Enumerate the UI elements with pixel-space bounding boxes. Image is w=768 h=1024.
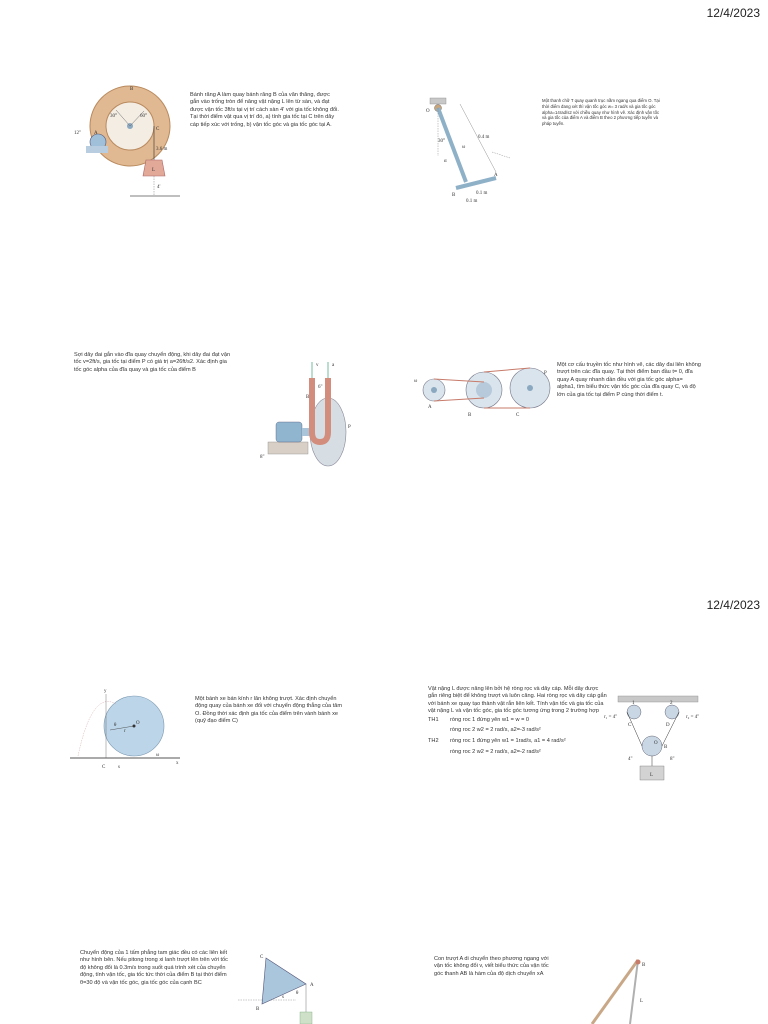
label-2: 2 — [670, 701, 673, 706]
case-1-line-2: ròng roc 2 w2 = 2 rad/s, a2=-3 rad/s² — [450, 727, 541, 734]
label-b: B — [468, 413, 472, 418]
rolling-wheel-figure — [68, 684, 184, 776]
dim-4in: 4" — [628, 757, 633, 762]
page-date: 12/4/2023 — [706, 598, 760, 612]
label-b: B — [642, 963, 646, 968]
label-c: C — [516, 413, 520, 418]
label-b: B — [452, 193, 456, 198]
hoist-figure — [604, 694, 708, 784]
label-a: A — [494, 173, 498, 178]
label-r: r — [124, 729, 126, 734]
belt-disk-figure — [256, 358, 360, 478]
label-a: A — [428, 405, 432, 410]
label-c: C — [628, 723, 632, 728]
label-b: B — [664, 745, 668, 750]
r2-label: r₂ = 4" — [686, 715, 700, 720]
gear-radius-12: 12" — [74, 131, 82, 136]
height-4ft: 4' — [157, 185, 161, 190]
gear-hoist-figure — [72, 84, 180, 200]
label-v: v — [316, 363, 319, 368]
case-1-line-1: ròng roc 1 đứng yên w1 = w = 0 — [450, 716, 529, 723]
omega-label: ω — [414, 379, 418, 384]
hoist-problem — [428, 686, 608, 756]
dim-2: 0.1 m — [466, 199, 478, 204]
label-c: C — [156, 127, 160, 132]
label-b: B — [256, 1007, 260, 1012]
triangle-problem-text: Chuyển động của 1 tấm phẳng tam giác đều có các liên kết như hình bên. Nếu pitong trong xi lanh trượt lên trên với tốc độ không đổi là 0.3m/s trong suốt quá trình xét của chuyển động, tính vận tốc, gia tốc tức thời của điểm B tại thời điểm θ=30 độ và vận tốc góc, gia tốc góc của cạnh BC — [80, 950, 228, 986]
pulley-problem-text: Một cơ cấu truyền tốc như hình vẽ, các dây đai liên không trượt trên các đĩa quay. Tại thời điểm ban đầu t= 0, đĩa quay A quay nhanh dần đều với gia tốc góc alpha= alpha1, tìm biểu thức vận tốc góc của đĩa quay C, và độ lớn của gia tốc tại điểm P cùng thời điểm t. — [557, 362, 701, 398]
axis-y: y — [104, 689, 107, 694]
case-1 — [428, 717, 608, 735]
label-o: O — [426, 109, 430, 114]
label-l: L — [152, 168, 156, 173]
label-b: B — [130, 87, 134, 92]
slider-link-figure — [580, 956, 650, 1024]
case-1-key: TH1 — [428, 716, 439, 723]
pulley-train-figure — [414, 364, 554, 420]
label-l: L — [650, 773, 654, 778]
label-theta: θ — [296, 991, 299, 996]
angle-30: 30° — [438, 139, 445, 144]
belt-problem-text: Sợi dây đai gắn vào đĩa quay chuyển động, khi dây đai đạt vận tốc v=2ft/s, gia tốc tại điểm P có giá trị a=26ft/s2. Xác định gia tốc góc alpha của đĩa quay và gia tốc của điểm B — [74, 352, 231, 373]
label-p: P — [348, 425, 351, 430]
label-d: D — [666, 723, 670, 728]
diameter-label: 3.6 m — [156, 147, 168, 152]
tbar-problem-text: Một thanh chữ T quay quanh trục nằm ngang qua điểm O. Tại thời điểm đang xét thì vận tốc góc w= 3 rad/s và gia tốc góc alpha=14rad/s2 với chiều quay như hình vẽ. Xác định vận tốc và gia tốc của điểm A và điểm B theo 2 phương tiếp tuyến và pháp tuyến. — [542, 98, 660, 127]
wheel-problem-text: Một bánh xe bán kính r lăn không trượt. Xác định chuyển động quay của bánh xe đối với chuyển động thẳng của tâm O. Đồng thời xác định gia tốc của điểm trên vành bánh xe (quỹ đạo điểm C) — [195, 696, 343, 725]
label-s: s — [282, 995, 284, 1000]
gear-problem-text: Bánh răng A làm quay bánh răng B của văn thăng, được gắn vào trống tròn để nâng vật nặng L lên từ sàn, và đạt được vận tốc 3ft/s tại vị trí cách sàn 4' với gia tốc không đổi. Tại thời điểm vật qua vị trí đó, a) tính gia tốc tại C trên dây cáp tiếp xúc với trống, b) vận tốc góc và gia tốc góc tại A. — [190, 92, 339, 128]
label-1: 1 — [632, 701, 635, 706]
angle-30: 30° — [110, 114, 117, 119]
dim-8in: 8" — [260, 455, 265, 460]
omega-label: ω — [462, 145, 466, 150]
dim-8in: 8" — [670, 757, 675, 762]
case-2-line-2: ròng roc 2 w2 = 2 rad/s, a2=-2 rad/s² — [450, 748, 541, 755]
axis-x: x — [176, 761, 179, 766]
hoist-intro: Vật nặng L được nâng lên bởi hệ ròng rọc và dây cáp. Mỗi dây được gắn riêng biệt để không trượt và luôn căng. Hai ròng rọc và dây cáp gắn với bánh xe quay tạo thành vật rắn liên kết. Tính vận tốc và gia tốc của vật nặng L và vận tốc góc, gia tốc góc tương ứng trong 2 trường hợp — [428, 686, 607, 715]
r1-label: r₁ = 4" — [604, 715, 618, 720]
alpha-label: α — [444, 159, 447, 164]
label-a: A — [94, 131, 98, 136]
label-b: B — [306, 395, 310, 400]
dim-1: 0.1 m — [476, 191, 488, 196]
case-2 — [428, 738, 608, 756]
length-label: 0.4 m — [478, 135, 490, 140]
dim-6in: 6" — [318, 385, 323, 390]
label-o: O — [136, 721, 140, 726]
label-l: L — [640, 999, 644, 1004]
label-o: O — [654, 741, 658, 746]
label-s: s — [118, 765, 120, 770]
slider-problem-text: Con trượt A di chuyển theo phương ngang với vận tốc không đổi v, viết biểu thức của vận tốc góc thanh AB là hàm của độ dịch chuyển xA — [434, 956, 549, 977]
label-a-accel: a — [332, 363, 335, 368]
case-2-key: TH2 — [428, 738, 439, 745]
triangle-plate-figure — [236, 950, 328, 1024]
page-date: 12/4/2023 — [706, 6, 760, 20]
label-c: C — [260, 955, 264, 960]
label-p: P — [544, 371, 547, 376]
tbar-figure — [420, 96, 530, 206]
label-theta: θ — [114, 723, 117, 728]
label-a: A — [310, 983, 314, 988]
label-c: C — [102, 765, 106, 770]
angle-60: 60° — [140, 114, 147, 119]
case-2-line-1: ròng roc 1 đứng yên w1 = 1rad/s, a1 = 4 rad/s² — [450, 738, 566, 745]
label-omega: ω — [156, 753, 160, 758]
